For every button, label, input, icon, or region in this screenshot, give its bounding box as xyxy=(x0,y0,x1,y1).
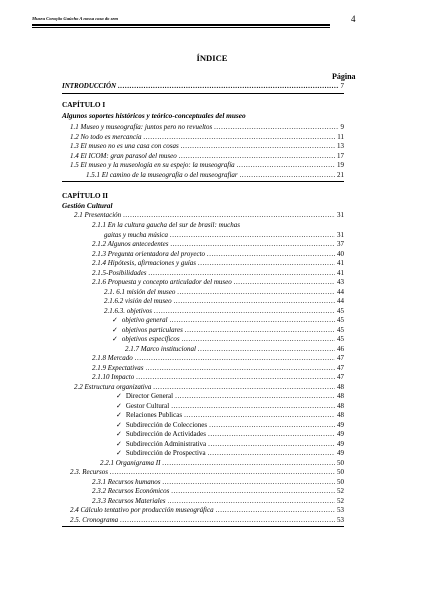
leader-dots xyxy=(118,82,338,91)
toc-entry-page: 44 xyxy=(337,287,344,296)
checkmark-icon: ✓ xyxy=(116,449,122,457)
checkmark-icon: ✓ xyxy=(116,411,122,419)
toc-entry-label: 2.1. 6.1 misión del museo xyxy=(104,287,176,296)
leader-dots xyxy=(143,133,335,142)
toc-entry-label: gaitas y mucha música xyxy=(104,230,168,239)
checkmark-icon: ✓ xyxy=(112,316,118,324)
toc-entry-label: 2.3.3 Recursos Materiales xyxy=(92,496,166,505)
leader-dots xyxy=(170,240,335,249)
toc-entry-page: 48 xyxy=(337,392,344,400)
toc-entry-label: objetivo general xyxy=(121,316,168,324)
toc-entry xyxy=(70,133,344,142)
toc-entry-label: INTRODUCCIÓN xyxy=(62,82,117,90)
toc-entry xyxy=(116,411,344,420)
toc-entry-label: 2.1.6.3. objetivos xyxy=(104,306,153,315)
toc-entry-page: 45 xyxy=(337,335,344,343)
toc-entry-label: 1.3 El museo no es una casa con cosas xyxy=(70,142,179,150)
toc-entry xyxy=(92,497,344,506)
toc-entry-page: 41 xyxy=(337,268,344,277)
leader-dots xyxy=(237,161,335,170)
toc-entry-label: 2.1.6 Propuesta y concepto articulador del museo xyxy=(92,278,232,286)
leader-dots xyxy=(162,459,335,468)
leader-dots xyxy=(110,468,335,477)
leader-dots xyxy=(162,478,335,487)
toc-entry xyxy=(74,383,344,392)
toc-entry xyxy=(116,440,344,449)
toc-entry-page: 53 xyxy=(337,515,344,524)
toc-entry-intro xyxy=(62,82,344,91)
chapter-2-heading: CAPÍTULO II xyxy=(62,191,109,200)
toc-entry-page: 53 xyxy=(337,506,344,514)
toc-entry-page: 48 xyxy=(337,401,344,410)
toc-entry xyxy=(70,152,344,161)
toc-entry xyxy=(104,307,344,316)
toc-entry-label: 1.1 Museo y museografía: juntos pero no revueltos xyxy=(70,123,213,131)
leader-dots xyxy=(208,449,335,458)
leader-dots xyxy=(185,326,335,335)
header-rule xyxy=(32,24,330,26)
toc-entry xyxy=(116,430,344,439)
leader-dots xyxy=(208,440,335,449)
toc-entry xyxy=(116,421,344,430)
toc-entry-page: 49 xyxy=(337,420,344,429)
toc-entry xyxy=(92,269,344,278)
toc-entry xyxy=(92,250,344,259)
toc-entry-label: Subdirección de Colecciones xyxy=(125,420,208,429)
index-title: ÍNDICE xyxy=(196,53,228,63)
toc-entry-page: 9 xyxy=(340,123,344,131)
toc-entry-page: 49 xyxy=(337,449,344,457)
toc-entry-page: 46 xyxy=(337,344,344,353)
leader-dots xyxy=(214,123,338,132)
toc-entry xyxy=(70,468,344,477)
toc-entry-page: 41 xyxy=(337,259,344,267)
leader-dots xyxy=(208,430,335,439)
toc-entry xyxy=(104,297,344,306)
leader-dots xyxy=(170,316,335,325)
leader-dots xyxy=(135,354,335,363)
toc-entry-label: 2.1.3 Pregunta orientadora del proyecto xyxy=(92,249,206,258)
toc-entry-label: 1.5 El museo y la museología en su espejo: la museografía xyxy=(70,161,235,169)
toc-entry-page: 50 xyxy=(337,458,344,467)
checkmark-icon: ✓ xyxy=(112,325,118,334)
checkmark-icon: ✓ xyxy=(116,430,122,438)
leader-dots xyxy=(171,402,335,411)
header-rule-thin xyxy=(32,27,330,28)
toc-entry-page: 19 xyxy=(337,161,344,169)
toc-entry-label: Subdirección de Actividades xyxy=(125,430,206,438)
leader-dots xyxy=(120,516,335,525)
leader-dots xyxy=(168,497,336,506)
toc-entry xyxy=(70,142,344,151)
toc-entry-label: 2.1.7 Marco institucional xyxy=(125,344,196,353)
toc-entry-label: 2.1.10 Impacto xyxy=(92,373,135,381)
toc-entry xyxy=(112,316,344,325)
toc-entry-page: 40 xyxy=(337,249,344,258)
section-rule xyxy=(62,181,344,182)
toc-entry-page: 50 xyxy=(337,477,344,486)
toc-entry-page: 11 xyxy=(337,132,344,141)
toc-entry-page: 31 xyxy=(337,230,344,239)
toc-entry-page: 7 xyxy=(340,82,344,90)
toc-entry xyxy=(116,392,344,401)
toc-entry xyxy=(70,161,344,170)
toc-entry xyxy=(92,240,344,249)
page-number: 4 xyxy=(351,14,356,24)
checkmark-icon: ✓ xyxy=(112,335,118,343)
toc-entry-label: 2.1.2 Algunos antecedentes xyxy=(92,240,169,248)
section-rule xyxy=(62,526,344,527)
toc-entry xyxy=(92,373,344,382)
leader-dots xyxy=(240,171,335,180)
leader-dots xyxy=(177,288,335,297)
leader-dots xyxy=(198,259,335,268)
toc-entry xyxy=(112,335,344,344)
toc-entry-label: 2.1.4 Hipótesis, afirmaciones y guías xyxy=(92,259,197,267)
toc-entry xyxy=(116,402,344,411)
leader-dots xyxy=(148,269,335,278)
toc-entry-label: 2.1.5-Posibilidades xyxy=(92,268,147,277)
toc-entry-page: 47 xyxy=(337,363,344,372)
toc-entry-label: 2.1.9 Expectativas xyxy=(92,363,144,372)
toc-entry-page: 48 xyxy=(337,411,344,419)
leader-dots xyxy=(179,152,335,161)
leader-dots xyxy=(209,421,335,430)
toc-entry-label: 2.1.1 En la cultura gaucha del sur de brasil: muchas xyxy=(92,221,240,229)
toc-entry xyxy=(92,364,344,373)
toc-entry-page: 49 xyxy=(337,430,344,438)
checkmark-icon: ✓ xyxy=(116,401,122,410)
toc-entry xyxy=(125,345,344,354)
leader-dots xyxy=(198,345,335,354)
toc-entry xyxy=(112,326,344,335)
toc-entry-page: 21 xyxy=(337,170,344,179)
leader-dots xyxy=(170,231,335,240)
leader-dots xyxy=(181,142,335,151)
toc-entry-label: 2.4 Cálculo tentativo por producción museográfica xyxy=(70,506,214,514)
leader-dots xyxy=(184,411,335,420)
chapter-1-heading: CAPÍTULO I xyxy=(62,100,106,109)
toc-entry-label: 2.2 Estructura organizativa xyxy=(74,382,152,391)
toc-entry-label: 2.3. Recursos xyxy=(70,468,108,476)
toc-entry xyxy=(92,478,344,487)
toc-entry-label: 2.1 Presentación xyxy=(74,211,122,219)
toc-entry-label: 2.1.8 Mercado xyxy=(92,354,133,362)
toc-entry-page: 52 xyxy=(337,487,344,495)
toc-entry-label: 2.1.6.2 visión del museo xyxy=(104,297,172,305)
toc-entry xyxy=(70,123,344,132)
leader-dots xyxy=(153,383,335,392)
toc-entry xyxy=(86,171,344,180)
toc-entry-label: 2.3.1 Recursos humanos xyxy=(92,477,161,486)
toc-entry-page: 49 xyxy=(337,439,344,448)
leader-dots xyxy=(171,487,335,496)
toc-entry xyxy=(116,449,344,458)
toc-entry-page: 52 xyxy=(337,496,344,505)
checkmark-icon: ✓ xyxy=(116,420,122,429)
toc-entry-page: 47 xyxy=(337,354,344,362)
toc-entry-page: 50 xyxy=(337,468,344,476)
pagina-column-label: Página xyxy=(332,72,356,81)
toc-entry-label: Director General xyxy=(125,392,174,400)
toc-entry-label: 1.2 No todo es mercancía xyxy=(70,132,142,141)
checkmark-icon: ✓ xyxy=(116,392,122,400)
chapter-2-subtitle: Gestión Cultural xyxy=(62,200,113,210)
toc-entry-label: Relaciones Publicas xyxy=(125,411,183,419)
toc-entry xyxy=(104,288,344,297)
toc-entry-page: 13 xyxy=(337,142,344,150)
toc-entry-page: 43 xyxy=(337,278,344,286)
checkmark-icon: ✓ xyxy=(116,439,122,448)
toc-entry xyxy=(92,278,344,287)
toc-entry-page: 45 xyxy=(337,325,344,334)
toc-entry-label: 1.5.1 El camino de la museografía o del museografiar xyxy=(86,170,238,179)
toc-entry-label: objetivos específicos xyxy=(121,335,180,343)
chapter-1-subtitle: Algunos soportes históricos y teórico-conceptuales del museo xyxy=(62,111,246,120)
toc-entry-page: 48 xyxy=(337,382,344,391)
toc-entry xyxy=(100,459,344,468)
toc-entry-page: 37 xyxy=(337,240,344,248)
toc-entry-page: 31 xyxy=(337,211,344,219)
toc-entry-label: objetivos particulares xyxy=(121,325,183,334)
toc-entry xyxy=(92,354,344,363)
toc-entry xyxy=(70,516,344,525)
leader-dots xyxy=(216,506,335,515)
leader-dots xyxy=(207,250,335,259)
leader-dots xyxy=(175,392,335,401)
toc-entry-page: 17 xyxy=(337,151,344,160)
running-header: Museu Coração Gaúcho A nossa casa do sem xyxy=(32,16,118,21)
toc-entry xyxy=(104,231,344,240)
toc-entry-label: Subdirección de Prospectiva xyxy=(125,449,206,457)
toc-entry-label: 1.4 El ICOM: gran parasol del museo xyxy=(70,151,177,160)
leader-dots xyxy=(174,297,335,306)
toc-entry xyxy=(92,259,344,268)
toc-entry xyxy=(74,211,344,220)
toc-entry-label: Subdirección Administrativa xyxy=(125,439,207,448)
leader-dots xyxy=(136,373,335,382)
leader-dots xyxy=(146,364,335,373)
toc-entry-page: 45 xyxy=(337,306,344,315)
toc-entry-label: 2.2.1 Organigrama II xyxy=(100,458,161,467)
toc-entry xyxy=(92,487,344,496)
toc-entry-page: 44 xyxy=(337,297,344,305)
toc-entry-page: 45 xyxy=(337,316,344,324)
toc-entry-page: 47 xyxy=(337,373,344,381)
leader-dots xyxy=(182,335,335,344)
section-rule xyxy=(62,93,344,94)
toc-entry-label: 2.3.2 Recursos Económicos xyxy=(92,487,170,495)
toc-entry xyxy=(70,506,344,515)
toc-entry-label: Gestor Cultural xyxy=(125,401,170,410)
leader-dots xyxy=(123,211,335,220)
toc-entry-label: 2.5. Cronograma xyxy=(70,515,119,524)
leader-dots xyxy=(154,307,335,316)
leader-dots xyxy=(234,278,335,287)
